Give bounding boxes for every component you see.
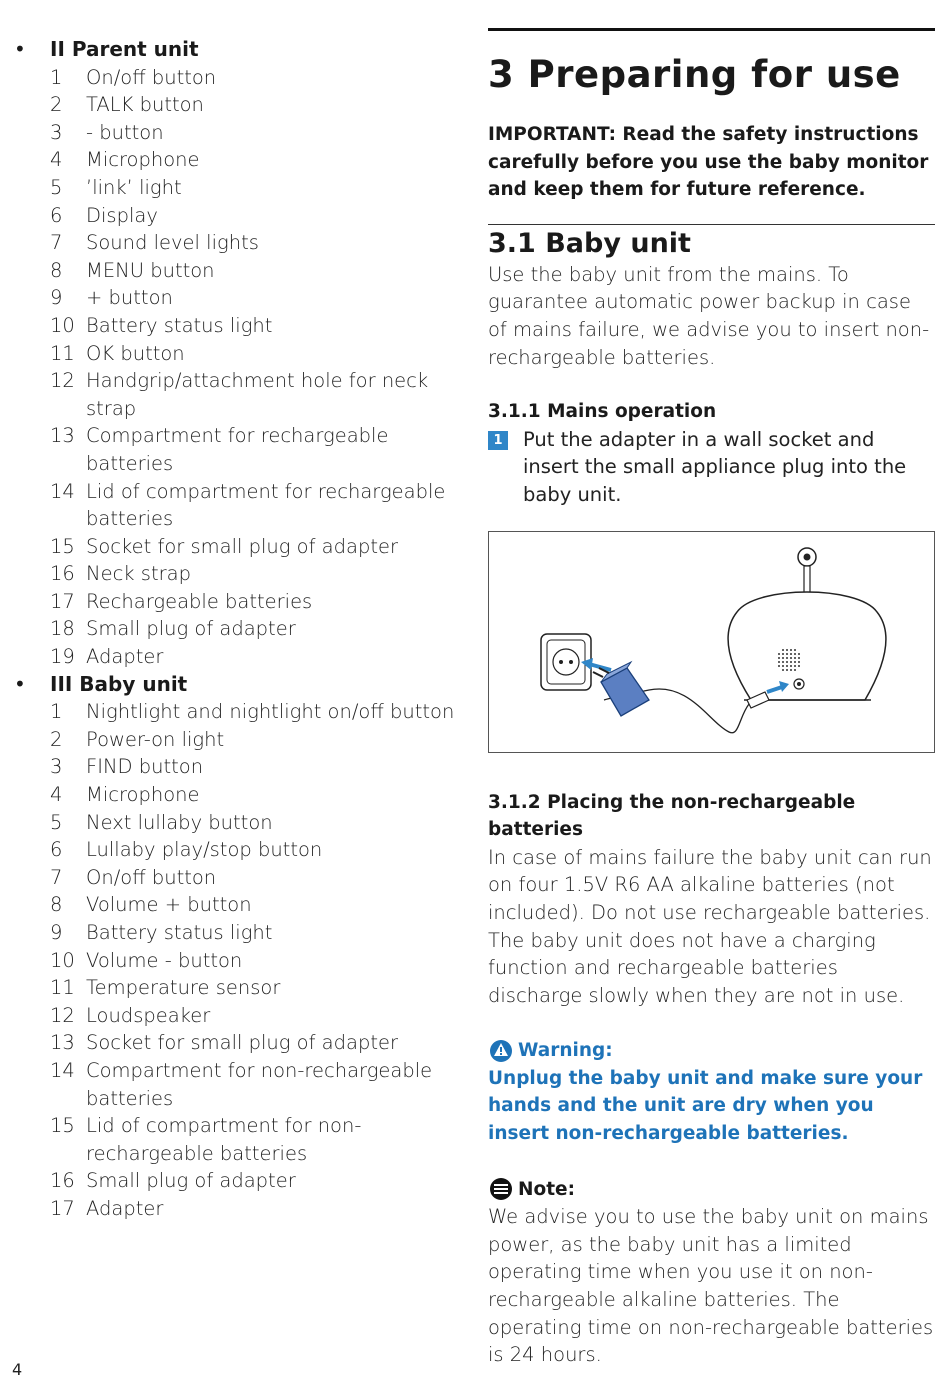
list-item-text: Power-on light bbox=[86, 727, 225, 751]
list-item bbox=[12, 64, 472, 92]
section-heading bbox=[12, 36, 472, 64]
battery-placement-text: In case of mains failure the baby unit can run on four 1.5V R6 AA alkaline batteries (not included). Do not use rechargeable batteries. The baby unit does not have a charging function and rechargeable batteries discharge slowly when they are not in use. bbox=[488, 845, 932, 1007]
grille-dot bbox=[782, 661, 784, 663]
list-item-number: 6 bbox=[50, 838, 63, 862]
list-item-number: 11 bbox=[50, 976, 75, 1000]
list-item-text: Battery status light bbox=[86, 313, 273, 337]
list-item-text: Small plug of adapter bbox=[86, 617, 296, 641]
wall-socket-hole-right bbox=[569, 660, 573, 664]
list-item bbox=[12, 809, 472, 837]
list-item-text: MENU button bbox=[86, 258, 215, 282]
mains-illustration-svg bbox=[489, 532, 934, 752]
list-item bbox=[12, 1057, 472, 1112]
list-item-number: 16 bbox=[50, 1169, 75, 1193]
grille-dot bbox=[778, 653, 780, 655]
list-item-text: ’link’ light bbox=[86, 175, 182, 199]
note-label: Note: bbox=[518, 1178, 575, 1200]
component-list bbox=[12, 36, 472, 1223]
list-item-number: 3 bbox=[50, 755, 63, 779]
list-item bbox=[12, 864, 472, 892]
list-item-text: Volume + button bbox=[86, 893, 252, 917]
grille-dot bbox=[786, 669, 788, 671]
list-item bbox=[12, 340, 472, 368]
grille-dot bbox=[782, 665, 784, 667]
chapter-title: 3 Preparing for use bbox=[488, 53, 901, 96]
list-item-text: Volume - button bbox=[86, 948, 243, 972]
list-item-text: OK button bbox=[86, 341, 185, 365]
list-item-number: 6 bbox=[50, 203, 63, 227]
list-item bbox=[12, 615, 472, 643]
list-item-number: 8 bbox=[50, 258, 63, 282]
list-item-number: 2 bbox=[50, 727, 63, 751]
list-item-number: 13 bbox=[50, 424, 75, 448]
list-item-text: Handgrip/attachment hole for neck strap bbox=[86, 369, 429, 420]
grille-dot bbox=[794, 649, 796, 651]
section-heading-text: II Parent unit bbox=[50, 37, 199, 61]
top-rule bbox=[488, 28, 935, 31]
list-item-text: TALK button bbox=[86, 93, 204, 117]
grille-dot bbox=[790, 665, 792, 667]
list-item bbox=[12, 1029, 472, 1057]
baby-unit-intro: Use the baby unit from the mains. To guarantee automatic power backup in case of mains failure, we advise you to insert non-rechargeable batteries. bbox=[488, 262, 930, 369]
list-item-text: Socket for small plug of adapter bbox=[86, 1031, 398, 1055]
grille-dot bbox=[798, 665, 800, 667]
list-item bbox=[12, 753, 472, 781]
list-item bbox=[12, 174, 472, 202]
list-item bbox=[12, 257, 472, 285]
warning-heading bbox=[488, 1037, 935, 1065]
list-item-number: 16 bbox=[50, 562, 75, 586]
list-item-number: 12 bbox=[50, 369, 75, 393]
section-title-baby-unit: 3.1 Baby unit bbox=[488, 227, 691, 259]
list-item-text: Compartment for non-rechargeable batteries bbox=[86, 1058, 433, 1110]
list-item-text: - button bbox=[86, 120, 164, 144]
list-item-number: 1 bbox=[50, 65, 63, 89]
list-item bbox=[12, 367, 472, 422]
list-item-text: Next lullaby button bbox=[86, 810, 273, 834]
list-item-number: 10 bbox=[50, 948, 75, 972]
note-text: We advise you to use the baby unit on mains power, as the baby unit has a limited operating time when you use it on non-rechargeable alkaline batteries. The operating time on non-rechargeable batteries is 24 hours. bbox=[488, 1205, 934, 1367]
list-item bbox=[12, 146, 472, 174]
list-item bbox=[12, 1112, 472, 1167]
grille-dot bbox=[794, 665, 796, 667]
power-adapter-icon bbox=[593, 662, 649, 716]
list-item-text: Adapter bbox=[86, 645, 164, 669]
warning-icon-bar bbox=[500, 1047, 502, 1052]
grille-dot bbox=[794, 653, 796, 655]
section-heading-text: III Baby unit bbox=[50, 671, 188, 696]
preparing-section bbox=[488, 28, 935, 1369]
list-item-text: Display bbox=[86, 203, 158, 227]
list-item-number: 19 bbox=[50, 645, 75, 669]
list-item bbox=[12, 698, 472, 726]
grille-dot bbox=[790, 657, 792, 659]
grille-dot bbox=[778, 657, 780, 659]
list-item-number: 17 bbox=[50, 589, 75, 613]
warning-icon bbox=[488, 1039, 514, 1063]
list-item-text: Microphone bbox=[86, 148, 200, 172]
list-item-text: On/off button bbox=[86, 865, 217, 889]
list-item bbox=[12, 422, 472, 477]
grille-dot bbox=[794, 661, 796, 663]
bullet-icon: • bbox=[14, 37, 26, 61]
list-item-number: 14 bbox=[50, 1058, 75, 1082]
list-item-number: 17 bbox=[50, 1196, 75, 1220]
bullet-icon: • bbox=[14, 671, 26, 696]
grille-dot bbox=[786, 661, 788, 663]
list-item-number: 14 bbox=[50, 479, 75, 503]
list-item bbox=[12, 919, 472, 947]
list-item bbox=[12, 891, 472, 919]
warning-text: Unplug the baby unit and make sure your hands and the unit are dry when you insert non-rechargeable batteries. bbox=[488, 1067, 923, 1145]
list-item-number: 8 bbox=[50, 893, 63, 917]
list-item bbox=[12, 1167, 472, 1195]
list-item-number: 4 bbox=[50, 148, 63, 172]
battery-placement-heading: 3.1.2 Placing the non-rechargeable batteries bbox=[488, 791, 856, 841]
list-item-number: 12 bbox=[50, 1003, 75, 1027]
note-icon-line-1 bbox=[494, 1184, 508, 1186]
dc-socket-pin bbox=[797, 682, 801, 686]
list-item-text: Temperature sensor bbox=[86, 976, 281, 1000]
list-item-number: 13 bbox=[50, 1031, 75, 1055]
list-item-number: 7 bbox=[50, 865, 63, 889]
list-item-number: 4 bbox=[50, 783, 63, 807]
grille-dot bbox=[778, 661, 780, 663]
note-icon-line-3 bbox=[494, 1192, 508, 1194]
baby-unit-body bbox=[728, 592, 886, 700]
list-item-text: + button bbox=[86, 286, 173, 310]
page-number: 4 bbox=[12, 1360, 23, 1379]
grille-dot bbox=[794, 657, 796, 659]
list-item-text: Small plug of adapter bbox=[86, 1169, 296, 1193]
list-item bbox=[12, 284, 472, 312]
grille-dot bbox=[790, 649, 792, 651]
list-item bbox=[12, 533, 472, 561]
warning-label: Warning: bbox=[518, 1040, 613, 1062]
grille-dot bbox=[798, 661, 800, 663]
list-item-text: FIND button bbox=[86, 755, 204, 779]
list-item-number: 5 bbox=[50, 810, 63, 834]
list-item-text: Lullaby play/stop button bbox=[86, 838, 323, 862]
warning-icon-dot bbox=[500, 1053, 502, 1055]
list-item bbox=[12, 202, 472, 230]
section-divider bbox=[488, 224, 935, 225]
grille-dot bbox=[798, 653, 800, 655]
grille-dot bbox=[786, 649, 788, 651]
grille-dot bbox=[790, 661, 792, 663]
section-heading bbox=[12, 671, 472, 699]
note-heading bbox=[488, 1176, 935, 1204]
list-item bbox=[12, 726, 472, 754]
important-notice: IMPORTANT: Read the safety instructions carefully before you use the baby monitor and keep them for future reference. bbox=[488, 124, 929, 201]
list-item bbox=[12, 312, 472, 340]
step-number-badge: 1 bbox=[488, 431, 508, 450]
grille-dot bbox=[786, 657, 788, 659]
list-item-number: 18 bbox=[50, 617, 75, 641]
list-item-text: Microphone bbox=[86, 783, 200, 807]
list-item-number: 3 bbox=[50, 120, 63, 144]
list-item-text: Adapter bbox=[86, 1196, 164, 1220]
list-item bbox=[12, 229, 472, 257]
list-item bbox=[12, 588, 472, 616]
mains-illustration bbox=[488, 531, 935, 753]
grille-dot bbox=[782, 649, 784, 651]
grille-dot bbox=[794, 669, 796, 671]
list-item-text: Lid of compartment for rechargeable batteries bbox=[86, 479, 446, 531]
grille-dot bbox=[782, 657, 784, 659]
step-1 bbox=[488, 426, 935, 509]
list-item bbox=[12, 643, 472, 671]
list-item bbox=[12, 560, 472, 588]
list-item bbox=[12, 974, 472, 1002]
list-item bbox=[12, 119, 472, 147]
wall-socket-face bbox=[553, 649, 579, 675]
mains-operation-heading: 3.1.1 Mains operation bbox=[488, 401, 717, 423]
list-item-text: Lid of compartment for non-rechargeable batteries bbox=[86, 1114, 362, 1165]
grille-dot bbox=[782, 653, 784, 655]
list-item-number: 5 bbox=[50, 175, 63, 199]
list-item-number: 7 bbox=[50, 231, 63, 255]
list-item bbox=[12, 781, 472, 809]
grille-dot bbox=[778, 665, 780, 667]
list-item-number: 1 bbox=[50, 700, 63, 724]
list-item bbox=[12, 478, 472, 533]
list-item-text: Neck strap bbox=[86, 562, 191, 586]
list-item-number: 11 bbox=[50, 341, 75, 365]
list-item-number: 9 bbox=[50, 286, 63, 310]
list-item bbox=[12, 1002, 472, 1030]
list-item-text: Sound level lights bbox=[86, 231, 259, 255]
list-item-text: Rechargeable batteries bbox=[86, 589, 313, 613]
grille-dot bbox=[790, 653, 792, 655]
list-item bbox=[12, 947, 472, 975]
grille-dot bbox=[786, 653, 788, 655]
grille-dot bbox=[790, 669, 792, 671]
list-item-number: 15 bbox=[50, 1114, 75, 1138]
step-text: Put the adapter in a wall socket and insert the small appliance plug into the baby unit. bbox=[523, 427, 907, 506]
list-item bbox=[12, 1195, 472, 1223]
list-item-number: 2 bbox=[50, 93, 63, 117]
wall-socket-hole-left bbox=[559, 660, 563, 664]
grille-dot bbox=[786, 665, 788, 667]
note-icon-line-2 bbox=[494, 1188, 508, 1190]
list-item-text: Loudspeaker bbox=[86, 1003, 211, 1027]
list-item-text: Battery status light bbox=[86, 921, 273, 944]
list-item bbox=[12, 836, 472, 864]
list-item-number: 10 bbox=[50, 313, 75, 337]
adapter-pin-1 bbox=[593, 672, 603, 677]
list-item-text: Nightlight and nightlight on/off button bbox=[86, 700, 455, 724]
list-item-text: On/off button bbox=[86, 65, 217, 89]
list-item-number: 9 bbox=[50, 921, 63, 944]
list-item-text: Socket for small plug of adapter bbox=[86, 534, 398, 558]
antenna-dot bbox=[804, 553, 811, 560]
list-item bbox=[12, 91, 472, 119]
grille-dot bbox=[782, 669, 784, 671]
note-icon bbox=[488, 1177, 514, 1201]
grille-dot bbox=[798, 657, 800, 659]
list-item-text: Compartment for rechargeable batteries bbox=[86, 424, 389, 475]
list-item-number: 15 bbox=[50, 534, 75, 558]
